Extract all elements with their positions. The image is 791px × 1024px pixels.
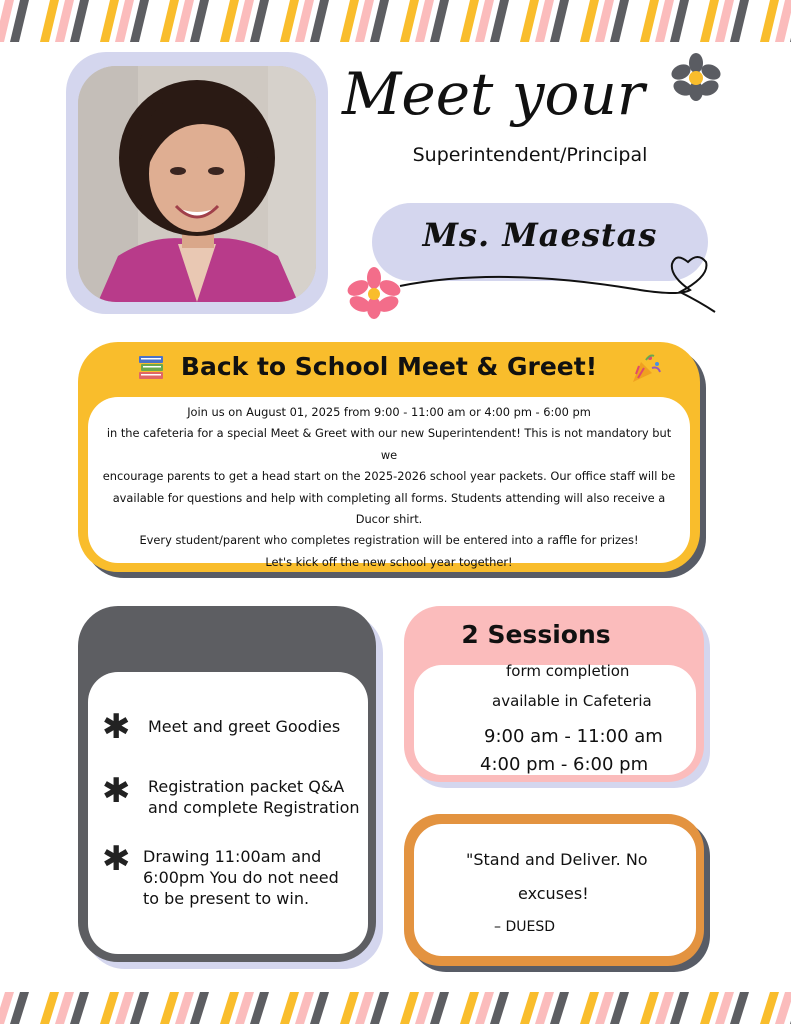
stripe bbox=[40, 0, 59, 42]
list-item-line: Drawing 11:00am and bbox=[143, 847, 322, 866]
list-item-line: Registration packet Q&A bbox=[148, 777, 345, 796]
stripe bbox=[400, 0, 419, 42]
stripe bbox=[205, 992, 224, 1024]
stripe bbox=[490, 992, 509, 1024]
stripe bbox=[70, 992, 89, 1024]
stripe bbox=[415, 992, 434, 1024]
stripe bbox=[160, 992, 179, 1024]
session-time: 9:00 am - 11:00 am bbox=[484, 726, 663, 747]
list-item bbox=[143, 846, 339, 909]
quote-text: excuses! bbox=[518, 884, 589, 903]
stripe bbox=[85, 0, 104, 42]
stripe bbox=[190, 992, 209, 1024]
stripe bbox=[160, 0, 179, 42]
stripe bbox=[625, 992, 644, 1024]
stripe bbox=[280, 992, 299, 1024]
session-time: 4:00 pm - 6:00 pm bbox=[480, 754, 649, 775]
event-line: encourage parents to get a head start on the 2025-2026 school year packets. Our office staff will be bbox=[102, 469, 676, 484]
stripe bbox=[445, 0, 464, 42]
stripe bbox=[10, 992, 29, 1024]
stripe bbox=[235, 992, 254, 1024]
stripe bbox=[655, 992, 674, 1024]
stripe bbox=[250, 0, 269, 42]
stripe bbox=[145, 992, 164, 1024]
stripe bbox=[730, 0, 749, 42]
stripe bbox=[265, 0, 284, 42]
stripe bbox=[40, 992, 59, 1024]
stripe bbox=[505, 0, 524, 42]
asterisk-icon: ✱ bbox=[102, 707, 131, 747]
stripe bbox=[115, 992, 134, 1024]
heart-line-icon bbox=[380, 246, 720, 320]
stripe bbox=[460, 992, 479, 1024]
quote-text: "Stand and Deliver. No bbox=[466, 850, 648, 869]
pink-flower-icon bbox=[346, 266, 402, 324]
quote-attribution: – DUESD bbox=[494, 919, 555, 935]
stripe bbox=[655, 0, 674, 42]
asterisk-icon: ✱ bbox=[102, 771, 131, 811]
stripe bbox=[685, 0, 704, 42]
stripe bbox=[760, 992, 779, 1024]
stripe bbox=[145, 0, 164, 42]
stripe bbox=[205, 0, 224, 42]
stripe bbox=[190, 0, 209, 42]
stripe bbox=[475, 0, 494, 42]
event-line: available for questions and help with completing all forms. Students attending will also receive a Ducor shirt. bbox=[112, 490, 666, 527]
stripe bbox=[10, 0, 29, 42]
stripe bbox=[325, 992, 344, 1024]
stripe bbox=[430, 0, 449, 42]
stripe bbox=[760, 0, 779, 42]
stripe bbox=[520, 992, 539, 1024]
party-popper-icon bbox=[630, 352, 662, 388]
stripe bbox=[385, 992, 404, 1024]
stripe bbox=[55, 992, 74, 1024]
page-title bbox=[340, 52, 720, 132]
stripe bbox=[235, 0, 254, 42]
stripe bbox=[550, 992, 569, 1024]
stripe bbox=[535, 992, 554, 1024]
list-item-line: to be present to win. bbox=[143, 889, 310, 908]
stripe bbox=[265, 992, 284, 1024]
stripe bbox=[220, 992, 239, 1024]
stripe bbox=[610, 992, 629, 1024]
stripe bbox=[280, 0, 299, 42]
stripe bbox=[670, 0, 689, 42]
sessions-line: available in Cafeteria bbox=[492, 692, 652, 710]
stripe bbox=[25, 992, 44, 1024]
sessions-line: form completion bbox=[506, 662, 630, 680]
stripe bbox=[715, 992, 734, 1024]
stripe bbox=[85, 992, 104, 1024]
stripe bbox=[610, 0, 629, 42]
stripe bbox=[595, 992, 614, 1024]
stripe bbox=[310, 0, 329, 42]
event-description bbox=[100, 402, 678, 573]
stripe bbox=[550, 0, 569, 42]
event-line: in the cafeteria for a special Meet & Greet with our new Superintendent! This is not mandatory but we bbox=[106, 426, 672, 462]
event-line: Every student/parent who completes registration will be entered into a raffle for prizes! bbox=[139, 533, 639, 548]
event-title: Back to School Meet & Greet! bbox=[180, 352, 598, 381]
stripe bbox=[370, 992, 389, 1024]
stripe bbox=[100, 0, 119, 42]
stripe bbox=[370, 0, 389, 42]
superintendent-name: Ms. Maestas bbox=[422, 216, 658, 254]
stripe bbox=[640, 0, 659, 42]
stripe bbox=[355, 992, 374, 1024]
top-stripe-border bbox=[0, 0, 791, 42]
stripe bbox=[700, 992, 719, 1024]
stripe bbox=[70, 0, 89, 42]
stripe bbox=[310, 992, 329, 1024]
flower-icon bbox=[668, 52, 724, 106]
stripe bbox=[130, 992, 149, 1024]
stripe bbox=[100, 992, 119, 1024]
stripe bbox=[580, 0, 599, 42]
stripe bbox=[175, 0, 194, 42]
stripe bbox=[535, 0, 554, 42]
stripe bbox=[580, 992, 599, 1024]
list-item-line: 6:00pm You do not need bbox=[143, 868, 339, 887]
stripe bbox=[565, 0, 584, 42]
stripe bbox=[670, 992, 689, 1024]
stripe bbox=[115, 0, 134, 42]
stripe bbox=[355, 0, 374, 42]
stripe bbox=[400, 992, 419, 1024]
stripe bbox=[520, 0, 539, 42]
subtitle: Superintendent/Principal bbox=[412, 144, 648, 166]
stripe bbox=[490, 0, 509, 42]
list-item bbox=[148, 716, 340, 737]
stripe bbox=[730, 992, 749, 1024]
stripe bbox=[445, 992, 464, 1024]
sessions-title: 2 Sessions bbox=[461, 620, 611, 649]
stripe bbox=[220, 0, 239, 42]
title-text: Meet your bbox=[342, 60, 645, 128]
stripe bbox=[385, 0, 404, 42]
stripe bbox=[745, 0, 764, 42]
stripe bbox=[295, 0, 314, 42]
stripe bbox=[475, 992, 494, 1024]
list-item-line: Meet and greet Goodies bbox=[148, 717, 341, 736]
stripe bbox=[325, 0, 344, 42]
stripe bbox=[685, 992, 704, 1024]
asterisk-icon: ✱ bbox=[102, 839, 131, 879]
list-item bbox=[148, 776, 360, 818]
stripe bbox=[340, 992, 359, 1024]
stripe bbox=[175, 992, 194, 1024]
stripe bbox=[430, 992, 449, 1024]
event-line: Let's kick off the new school year together! bbox=[265, 554, 513, 569]
superintendent-photo bbox=[78, 66, 316, 302]
stripe bbox=[340, 0, 359, 42]
event-line: Join us on August 01, 2025 from 9:00 - 11:00 am or 4:00 pm - 6:00 pm bbox=[187, 405, 591, 419]
stripe bbox=[745, 992, 764, 1024]
stripe bbox=[595, 0, 614, 42]
bottom-stripe-border bbox=[0, 992, 791, 1024]
stripe bbox=[565, 992, 584, 1024]
stripe bbox=[130, 0, 149, 42]
stripe bbox=[25, 0, 44, 42]
stripe bbox=[505, 992, 524, 1024]
stripe bbox=[625, 0, 644, 42]
stripe bbox=[460, 0, 479, 42]
stripe bbox=[55, 0, 74, 42]
stripe bbox=[250, 992, 269, 1024]
stripe bbox=[295, 992, 314, 1024]
list-item-line: and complete Registration bbox=[148, 798, 360, 817]
stripe bbox=[415, 0, 434, 42]
stripe bbox=[700, 0, 719, 42]
stripe bbox=[715, 0, 734, 42]
stripe bbox=[640, 992, 659, 1024]
